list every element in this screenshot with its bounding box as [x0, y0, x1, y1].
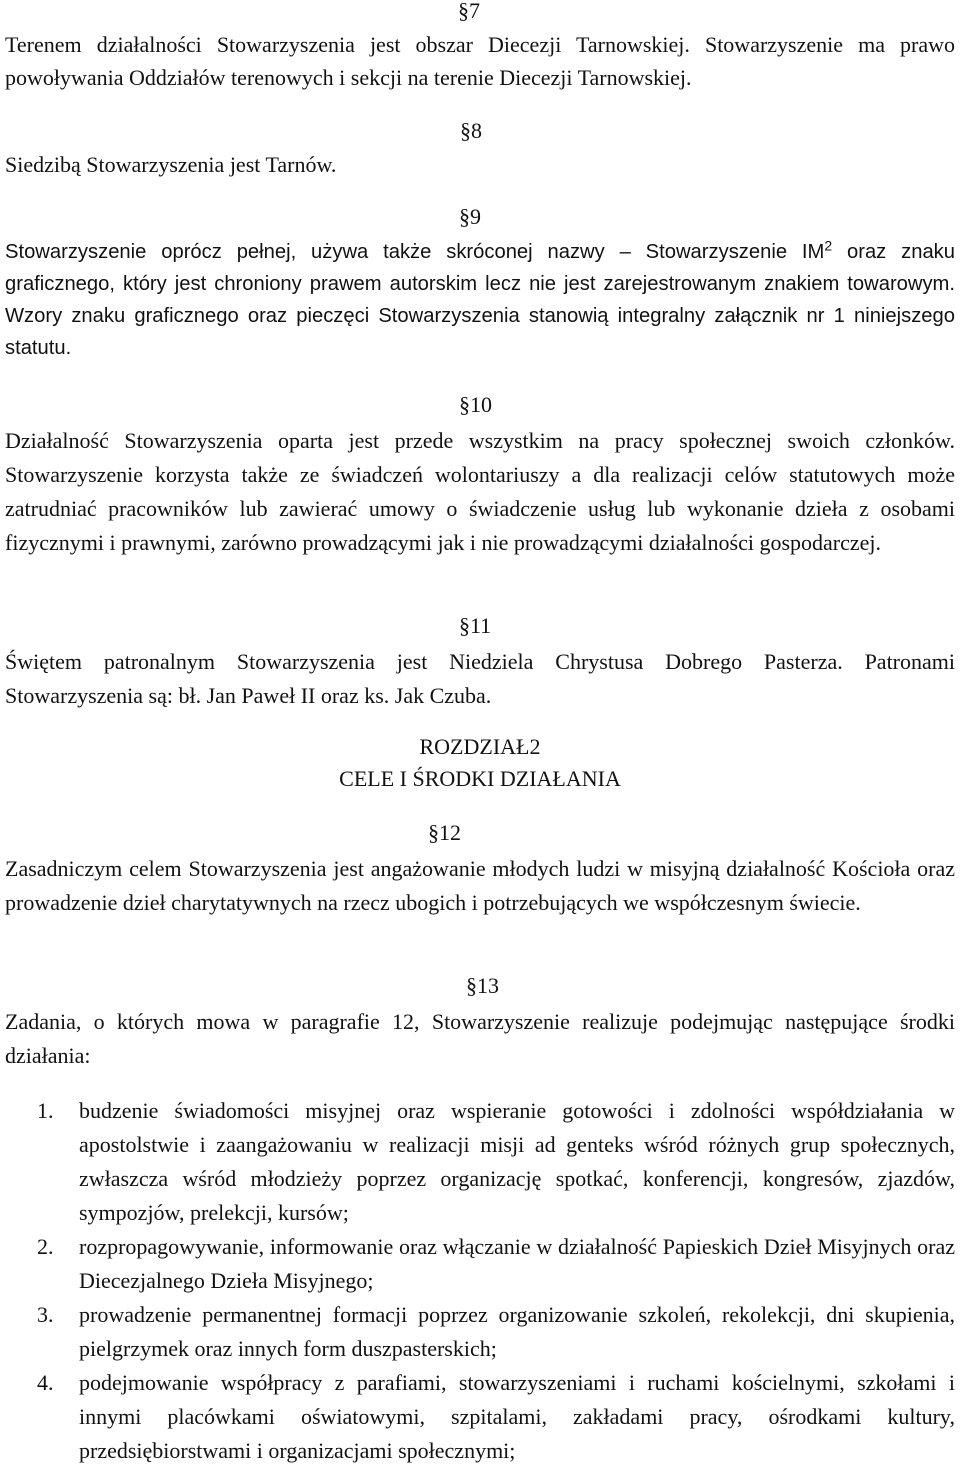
list-item-number: 1. [37, 1098, 54, 1123]
section-heading-10: §10 [459, 392, 492, 417]
section-9-superscript: 2 [824, 237, 833, 254]
section-heading-7: §7 [458, 0, 480, 23]
list-item-text: prowadzenie permanentnej formacji poprzez organizowanie szkoleń, rekolekcji, dni skupienia, pielgrzymek oraz innych form duszpasterskich; [79, 1302, 955, 1361]
section-heading-11: §11 [459, 613, 492, 638]
section-11-text: Świętem patronalnym Stowarzyszenia jest Niedziela Chrystusa Dobrego Pasterza. Patronami Stowarzyszenia są: bł. Jan Paweł II oraz ks. Jak Czuba. [5, 649, 955, 708]
section-heading-8: §8 [460, 118, 482, 143]
chapter-number: ROZDZIAŁ2 [419, 734, 541, 759]
section-7-text: Terenem działalności Stowarzyszenia jest obszar Diecezji Tarnowskiej. Stowarzyszenie ma prawo powoływania Oddziałów terenowych i sekcji na terenie Diecezji Tarnowskiej. [5, 32, 955, 90]
section-9-text [5, 236, 955, 364]
list-item-text: budzenie świadomości misyjnej oraz wspieranie gotowości i zdolności współdziałania w apostolstwie i zaangażowaniu w realizacji misji ad genteks wśród różnych grup społecznych, zwłaszcza wśród młodzieży poprzez organizację spotkać, konferencji, kongresów, zjazdów, sympozjów, prelekcji, kursów; [79, 1098, 955, 1225]
section-heading-9: §9 [459, 204, 481, 229]
list-item-text: podejmowanie współpracy z parafiami, stowarzyszeniami i ruchami kościelnymi, szkołami i innymi placówkami oświatowymi, szpitalami, zakładami pracy, ośrodkami kultury, przedsiębiorstwami i organizacjami społecznymi; [79, 1370, 955, 1463]
measures-list [5, 1094, 955, 1468]
list-item [5, 1366, 955, 1468]
section-heading-12: §12 [428, 820, 461, 845]
list-item [5, 1094, 955, 1230]
section-heading-13: §13 [466, 973, 499, 998]
section-12-text: Zasadniczym celem Stowarzyszenia jest angażowanie młodych ludzi w misyjną działalność Kościoła oraz prowadzenie dzieł charytatywnych na rzecz ubogich i potrzebujących we współczesnym świecie. [5, 856, 955, 915]
list-item-number: 4. [37, 1370, 54, 1395]
section-8-text: Siedzibą Stowarzyszenia jest Tarnów. [5, 152, 337, 177]
chapter-title: CELE I ŚRODKI DZIAŁANIA [339, 766, 621, 791]
list-item [5, 1298, 955, 1366]
section-9-text-part2: oraz znaku graficznego, który jest chroniony prawem autorskim lecz nie jest zarejestrowanym znakiem towarowym. Wzory znaku graficznego oraz pieczęci Stowarzyszenia stanowią integralny załącznik nr 1 niniejszego statutu. [5, 241, 956, 359]
list-item-number: 3. [37, 1302, 54, 1327]
section-10-text: Działalność Stowarzyszenia oparta jest przede wszystkim na pracy społecznej swoich członków. Stowarzyszenie korzysta także ze świadczeń wolontariuszy a dla realizacji celów statutowych może zatrudniać pracowników lub zawierać umowy o świadczenie usług lub wykonanie dzieła z osobami fizycznymi i prawnymi, zarówno prowadzącymi jak i nie prowadzącymi działalności gospodarczej. [5, 428, 955, 555]
section-13-text: Zadania, o których mowa w paragrafie 12, Stowarzyszenie realizuje podejmując następujące środki działania: [5, 1009, 955, 1068]
list-item-number: 2. [37, 1234, 54, 1259]
list-item-text: rozpropagowywanie, informowanie oraz włączanie w działalność Papieskich Dzieł Misyjnych oraz Diecezjalnego Dzieła Misyjnego; [79, 1234, 955, 1293]
list-item [5, 1230, 955, 1298]
section-9-text-part1: Stowarzyszenie oprócz pełnej, używa także skróconej nazwy – Stowarzyszenie IM [5, 241, 825, 263]
